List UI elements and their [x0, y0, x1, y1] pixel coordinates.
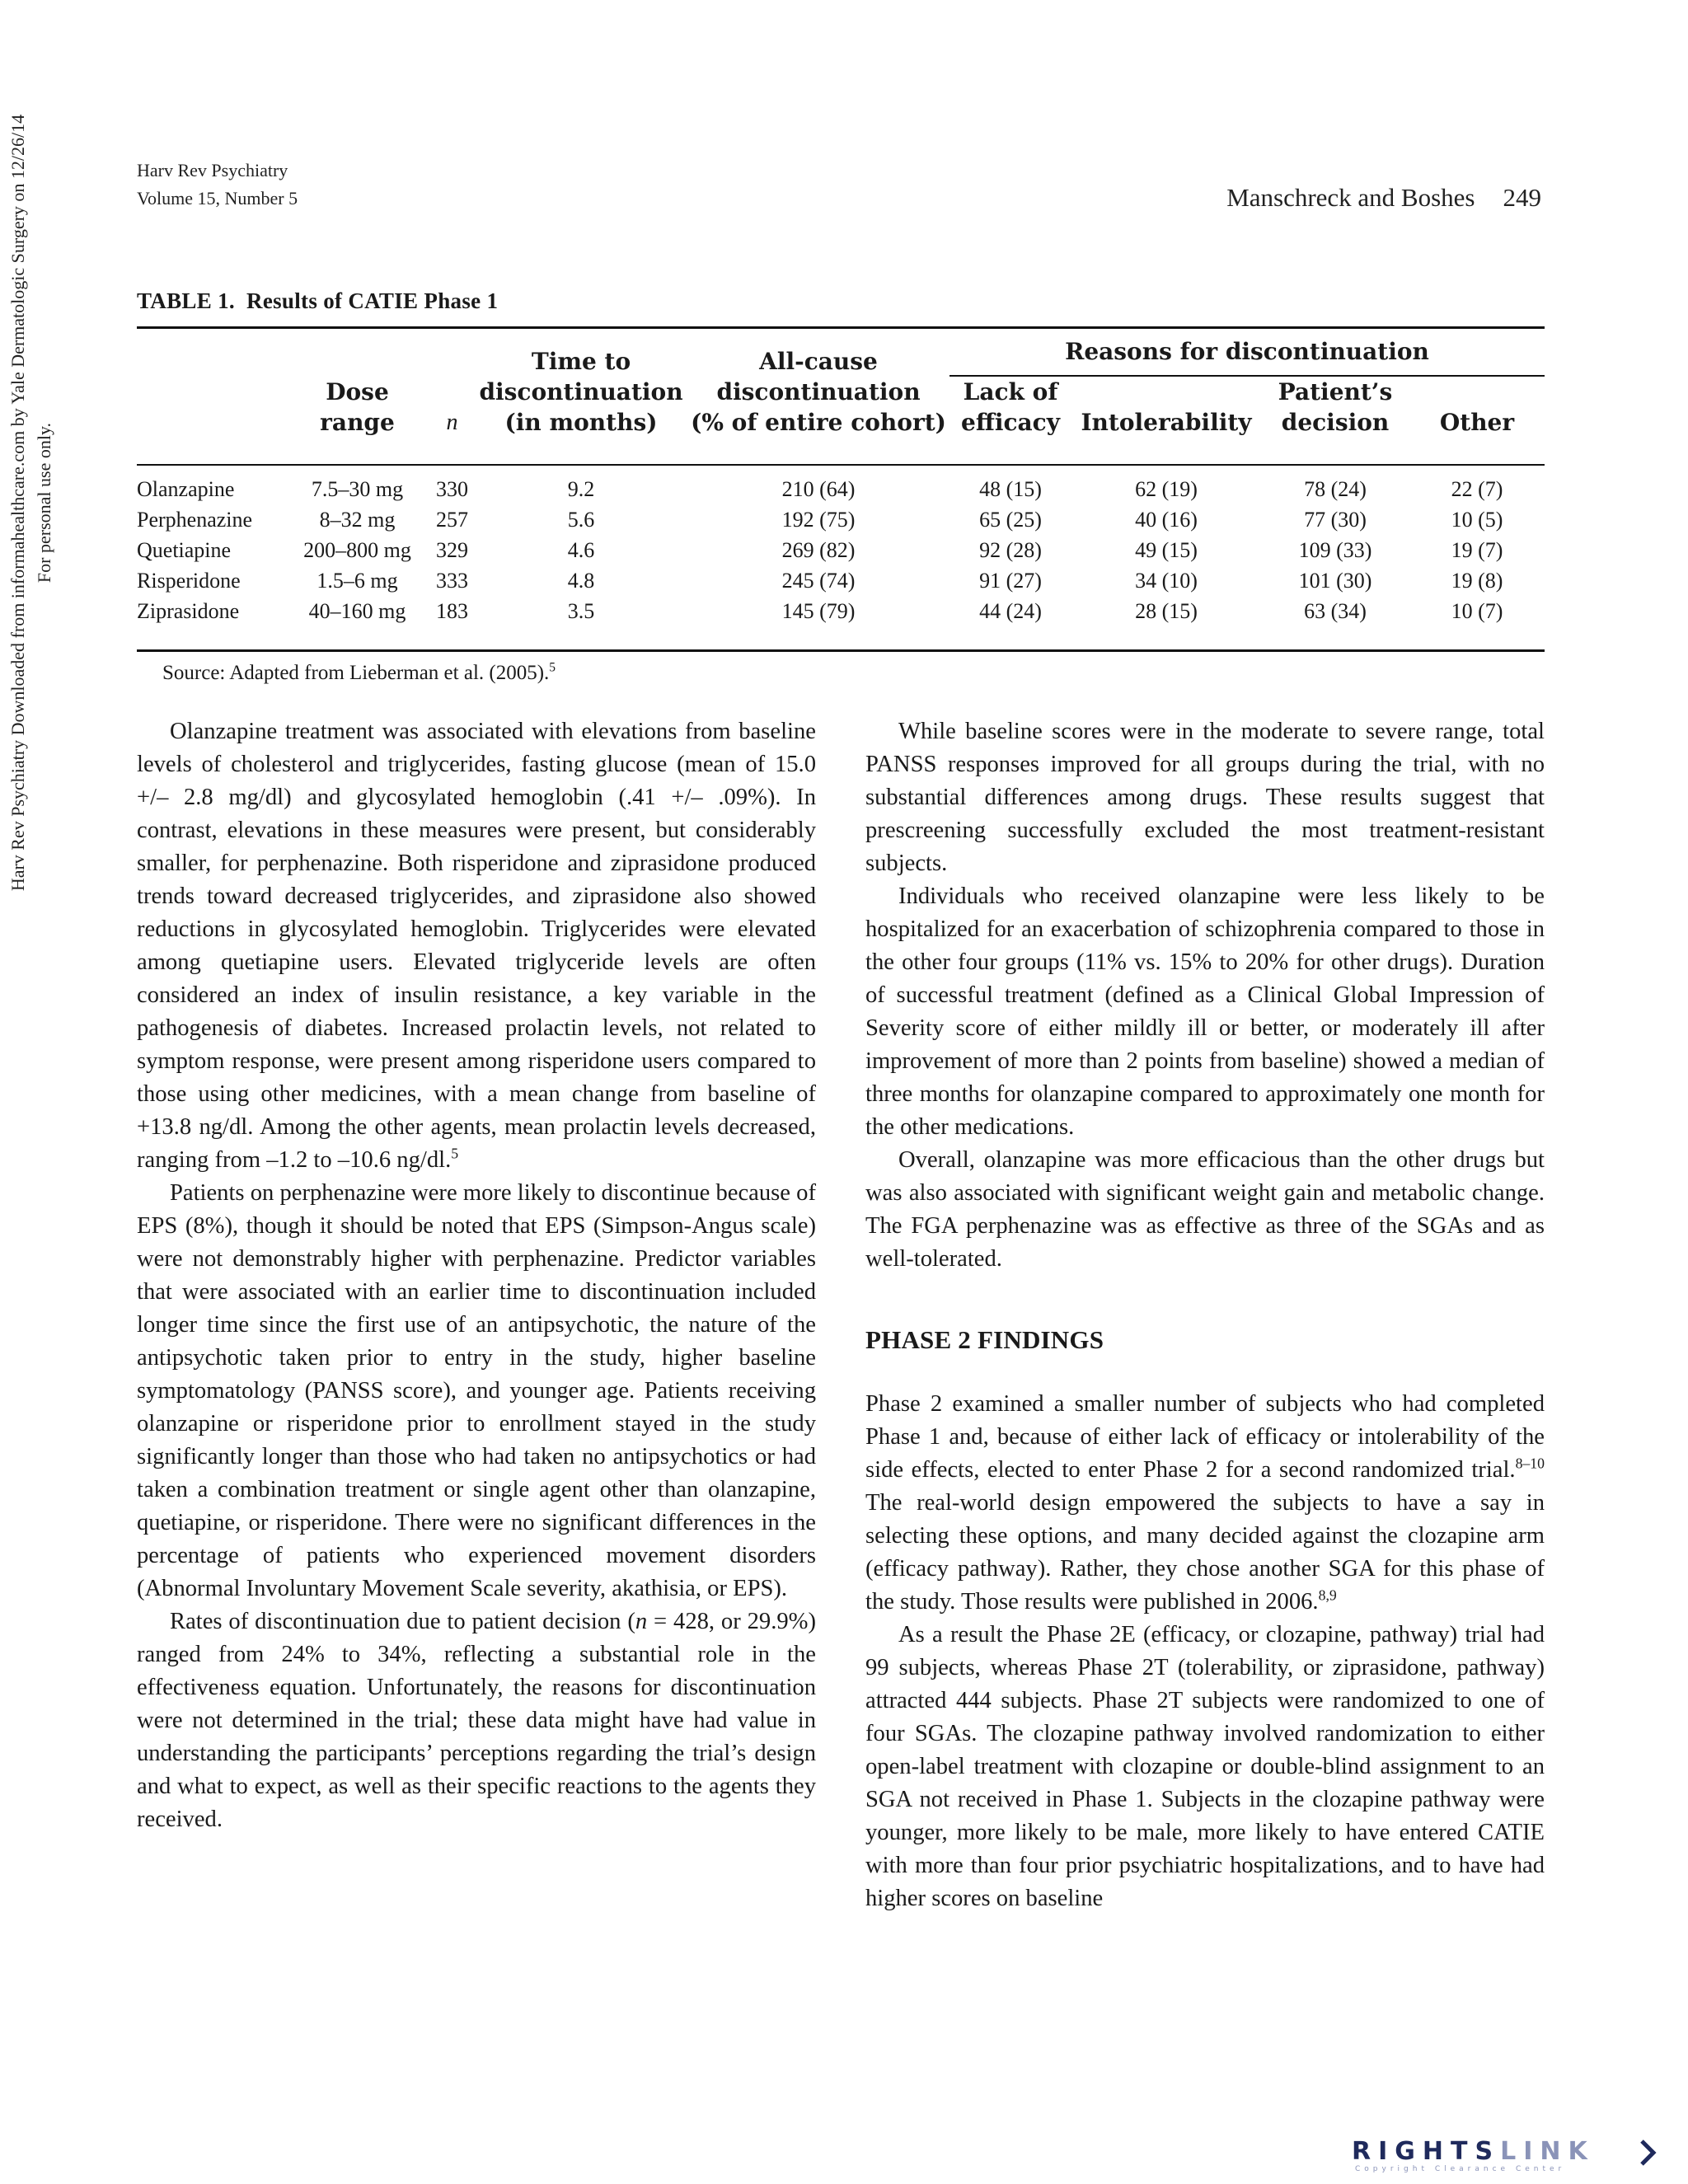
table-row: [137, 504, 1545, 535]
cell-allcause: 245 (74): [781, 569, 856, 593]
cell-other: 22 (7): [1451, 477, 1503, 501]
col-n: [429, 376, 475, 449]
cell-drug: Perphenazine: [137, 508, 253, 532]
cell-dose: 1.5–6 mg: [316, 569, 398, 593]
running-header: [1226, 183, 1541, 213]
cell-allcause: 145 (79): [781, 599, 856, 623]
logo-tagline: Copyright Clearance Center: [1355, 2165, 1566, 2172]
cell-intol: 49 (15): [1135, 538, 1198, 562]
col-all-cause: [687, 348, 950, 449]
cell-patient: 77 (30): [1304, 508, 1367, 532]
cell-intol: 40 (16): [1135, 508, 1198, 532]
col-all-line1: All-cause: [759, 348, 878, 375]
source-ref: 5: [549, 660, 556, 675]
paragraph-text: Phase 2 examined a smaller number of subjects who had completed Phase 1 and, because of either lack of efficacy or intolerability of the side effects, elected to enter Phase 2 for a second randomized trial.: [865, 1391, 1545, 1483]
col-n-label: n: [446, 410, 458, 435]
col-pat-line2: decision: [1281, 409, 1390, 436]
watermark-line-2: For personal use only.: [34, 422, 54, 583]
cell-lack: 91 (27): [979, 569, 1042, 593]
col-lack-line1: Lack of: [963, 378, 1058, 405]
paragraph: [137, 715, 816, 1177]
table-row: [137, 596, 1545, 626]
paragraph-text: Rates of discontinuation due to patient decision (: [170, 1609, 635, 1634]
logo-text: RIGHTSLINK: [1352, 2137, 1595, 2166]
running-authors: Manschreck and Boshes: [1226, 183, 1475, 212]
cell-n: 333: [436, 569, 468, 593]
col-dose-range: Dose range: [320, 378, 395, 436]
table-top-rule: [137, 326, 1545, 329]
cell-drug: Olanzapine: [137, 477, 235, 501]
citation: 8,9: [1318, 1586, 1337, 1604]
paragraph: While baseline scores were in the moderate to severe range, total PANSS responses improved for all groups during the trial, with no substantial differences among drugs. These results suggest that prescreening successfully excluded the most treatment-resistant subjects.: [865, 719, 1545, 876]
paragraph: [865, 1388, 1545, 1619]
cell-patient: 109 (33): [1298, 538, 1372, 562]
paragraph: Individuals who received olanzapine were less likely to be hospitalized for an exacerbation of schizophrenia compared to those in the other four groups (11% vs. 15% to 20% for other drugs). Duration of successful treatment (defined as a Clinical Global Impression of Severity score of either mildly ill or better, or moderately ill after improvement of more than 2 points from baseline) showed a median of three months for olanzapine compared to approximately one month for the other medications.: [865, 883, 1545, 1140]
cell-lack: 48 (15): [979, 477, 1042, 501]
right-column: [865, 715, 1545, 1915]
cell-dose: 8–32 mg: [319, 508, 396, 532]
cell-other: 10 (7): [1451, 599, 1503, 623]
page-number: 249: [1503, 183, 1541, 212]
journal-volume: Volume 15, Number 5: [137, 188, 298, 209]
col-time-to-discontinuation: [475, 348, 687, 449]
cell-n: 183: [436, 599, 468, 623]
cell-intol: 28 (15): [1135, 599, 1198, 623]
cell-lack: 92 (28): [979, 538, 1042, 562]
col-time-line1: Time to: [531, 348, 631, 375]
cell-patient: 63 (34): [1304, 599, 1367, 623]
cell-other: 19 (7): [1451, 538, 1503, 562]
cell-lack: 44 (24): [979, 599, 1042, 623]
paragraph-text: Olanzapine treatment was associated with elevations from baseline levels of cholesterol and triglycerides, fasting glucose (mean of 15.0 +/– 2.8 mg/dl) and glycosylated hemoglobin (.41 +/– .09%). In contrast, elevations in these measures were present, but considerably smaller, for perphenazine. Both risperidone and ziprasidone produced trends toward decreased triglycerides, and ziprasidone also showed reductions in glycosylated hemoglobin. Triglycerides were elevated among quetiapine users. Elevated triglyceride levels are often considered an index of insulin resistance, a key variable in the pathogenesis of diabetes. Increased prolactin levels, not related to symptom response, were present among risperidone users compared to those using other medicines, with a mean change from baseline of +13.8 ng/dl. Among the other agents, mean prolactin levels decreased, ranging from –1.2 to –10.6 ng/dl.: [137, 719, 816, 1173]
col-lack-line2: efficacy: [961, 409, 1060, 436]
section-heading: PHASE 2 FINDINGS: [865, 1325, 1104, 1354]
cell-patient: 101 (30): [1298, 569, 1372, 593]
cell-dose: 200–800 mg: [303, 538, 411, 562]
journal-name: Harv Rev Psychiatry: [137, 160, 288, 180]
cell-drug: Risperidone: [137, 569, 241, 593]
table-title: Results of CATIE Phase 1: [246, 288, 499, 313]
col-pat-line1: Patient’s: [1278, 378, 1393, 405]
table-row: [137, 474, 1545, 504]
cell-allcause: 269 (82): [781, 538, 856, 562]
table-source: [162, 662, 556, 685]
cell-dose: 40–160 mg: [308, 599, 406, 623]
col-all-line2: discontinuation: [716, 378, 921, 405]
source-text: Source: Adapted from Lieberman et al. (2005).: [162, 662, 550, 684]
download-watermark: [5, 0, 71, 1582]
table-row: [137, 565, 1545, 596]
cell-n: 329: [436, 538, 468, 562]
col-all-line3: (% of entire cohort): [691, 409, 946, 436]
citation: 5: [451, 1145, 459, 1162]
cell-lack: 65 (25): [979, 508, 1042, 532]
cell-time: 9.2: [567, 477, 595, 501]
cell-n: 257: [436, 508, 468, 532]
journal-header: [137, 157, 298, 213]
paragraph: Overall, olanzapine was more efficacious than the other drugs but was also associated with significant weight gain and metabolic change. The FGA perphenazine was as effective as three of the SGAs and as well-tolerated.: [865, 1147, 1545, 1272]
paragraph-text: = 428, or 29.9%) ranged from 24% to 34%, reflecting a substantial role in the effectiveness equation. Unfortunately, the reasons for discontinuation were not determined in the trial; these data might have had value in understanding the participants’ perceptions regarding the trial’s design and what to expect, as well as their specific reactions to the agents they received.: [137, 1609, 816, 1832]
paragraph: As a result the Phase 2E (efficacy, or clozapine, pathway) trial had 99 subjects, whereas Phase 2T (tolerability, or ziprasidone, pathway) attracted 444 subjects. Phase 2T subjects were randomized to one of four SGAs. The clozapine pathway involved randomization to either open-label treatment with clozapine or double-blind assignment to an SGA not received in Phase 1. Subjects in the clozapine pathway were younger, more likely to be male, more likely to have entered CATIE with more than four prior psychiatric hospitalizations, and to have had higher scores on baseline: [865, 1622, 1545, 1911]
table-bottom-rule: [137, 649, 1545, 652]
col-other: Other: [1439, 409, 1515, 436]
cell-other: 10 (5): [1451, 508, 1503, 532]
cell-other: 19 (8): [1451, 569, 1503, 593]
left-column: [137, 715, 816, 1836]
table-label: TABLE 1.: [137, 288, 235, 313]
paragraph-text: The real-world design empowered the subjects to have a say in selecting these options, and many decided against the clozapine arm (efficacy pathway). Rather, they chose another SGA for this phase of the study. Those results were published in 2006.: [865, 1490, 1545, 1615]
col-patient-decision: [1261, 376, 1409, 449]
paragraph: Patients on perphenazine were more likely to discontinue because of EPS (8%), though it should be noted that EPS (Simpson-Angus scale) were not demonstrably higher with perphenazine. Predictor variables that were associated with an earlier time to discontinuation included longer time since the first use of an antipsychotic, the nature of the antipsychotic taken prior to entry in the study, higher baseline symptomatology (PANSS score), and younger age. Patients receiving olanzapine or risperidone prior to enrollment stayed in the study significantly longer than those who had taken no antipsychotics or had taken a combination treatment or single agent other than olanzapine, quetiapine, or risperidone. There were no significant differences in the percentage of patients who experienced movement disorders (Abnormal Involuntary Movement Scale severity, akathisia, or EPS).: [137, 1180, 816, 1601]
table-row: [137, 535, 1545, 565]
n-symbol: n: [635, 1609, 648, 1634]
col-intolerability: Intolerability: [1081, 409, 1252, 436]
table-caption: [137, 288, 498, 314]
cell-dose: 7.5–30 mg: [311, 477, 404, 501]
col-lack-of-efficacy: [950, 376, 1071, 449]
results-table: [137, 336, 1545, 626]
table-header-row-2: [137, 376, 1545, 449]
paragraph: [137, 1605, 816, 1836]
group-header-reasons: Reasons for discontinuation: [950, 336, 1545, 376]
cell-intol: 62 (19): [1135, 477, 1198, 501]
col-time-line2: discontinuation: [479, 378, 683, 405]
cell-n: 330: [436, 477, 468, 501]
cell-patient: 78 (24): [1304, 477, 1367, 501]
cell-time: 4.6: [567, 538, 595, 562]
cell-time: 3.5: [567, 599, 595, 623]
cell-allcause: 210 (64): [781, 477, 856, 501]
cell-intol: 34 (10): [1135, 569, 1198, 593]
cell-time: 5.6: [567, 508, 595, 532]
citation: 8–10: [1515, 1455, 1545, 1472]
cell-drug: Quetiapine: [137, 538, 232, 562]
logo-chevron-icon: [1642, 2141, 1653, 2164]
cell-drug: Ziprasidone: [137, 599, 240, 623]
cell-allcause: 192 (75): [781, 508, 856, 532]
watermark-line-1: Harv Rev Psychiatry Downloaded from informahealthcare.com by Yale Dermatologic Surgery on 12/26/14: [7, 114, 28, 892]
col-time-line3: (in months): [504, 409, 658, 436]
cell-time: 4.8: [567, 569, 595, 593]
rightslink-logo[interactable]: [1352, 2136, 1665, 2172]
